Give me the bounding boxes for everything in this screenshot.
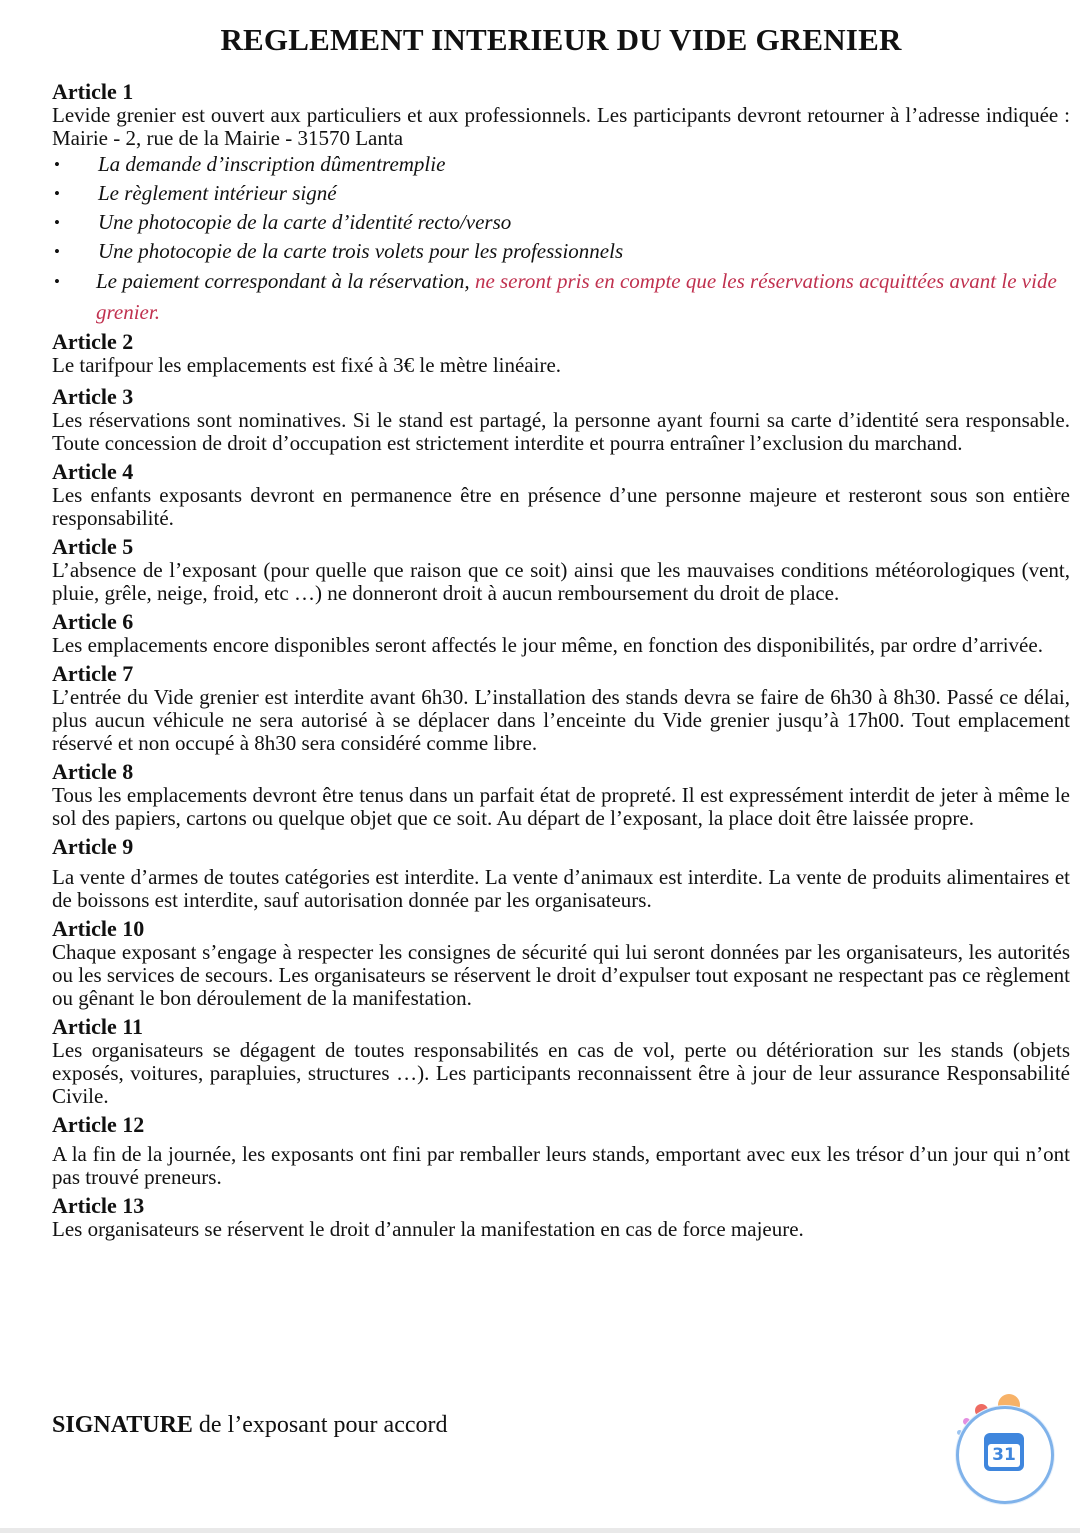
- article-6: [52, 610, 1070, 657]
- article-heading: Article 8: [52, 759, 134, 784]
- required-documents-list: [52, 150, 1070, 328]
- article-heading: Article 9: [52, 834, 134, 859]
- article-heading: Article 7: [52, 661, 134, 686]
- article-4: [52, 460, 1070, 530]
- article-body: Les emplacements encore disponibles seront affectés le jour même, en fonction des disponibilités, par ordre d’arrivée.: [52, 633, 1043, 657]
- signature-text: de l’exposant pour accord: [192, 1412, 448, 1438]
- list-item: • Une photocopie de la carte d’identité recto/verso: [52, 208, 1070, 237]
- article-5: [52, 535, 1070, 605]
- article-8: [52, 760, 1070, 830]
- article-2: [52, 330, 1070, 377]
- article-heading: Article 3: [52, 384, 134, 409]
- article-heading: Article 1: [52, 79, 134, 104]
- article-9: [52, 835, 1070, 912]
- article-heading: Article 4: [52, 459, 134, 484]
- article-heading: Article 5: [52, 534, 134, 559]
- calendar-day: 31: [988, 1444, 1020, 1467]
- list-item-payment: [52, 266, 1070, 328]
- list-item: • Le règlement intérieur signé: [52, 179, 1070, 208]
- article-body: Les organisateurs se réservent le droit d’annuler la manifestation en cas de force majeure.: [52, 1217, 804, 1241]
- article-body: La vente d’armes de toutes catégories est interdite. La vente d’animaux est interdite. La vente de produits alimentaires et de boissons est interdite, sauf autorisation donnée par les organisateurs.: [52, 865, 1070, 912]
- page-bottom-divider: [0, 1528, 1080, 1533]
- article-13: [52, 1194, 1070, 1241]
- payment-warning: ne seront pris en compte que les réservations acquittées avant le vide grenier.: [96, 269, 1057, 324]
- calendar-widget-button[interactable]: [950, 1390, 1060, 1510]
- article-body: L’absence de l’exposant (pour quelle que raison que ce soit) ainsi que les mauvaises conditions météorologiques (vent, pluie, grêle, neige, froid, etc …) ne donneront droit à aucun remboursement du droit de place.: [52, 558, 1070, 605]
- document: [52, 18, 1070, 1246]
- article-heading: Article 13: [52, 1193, 145, 1218]
- list-item: • La demande d’inscription dûmentremplie: [52, 150, 1070, 179]
- article-body: Levide grenier est ouvert aux particuliers et aux professionnels. Les participants devront retourner à l’adresse indiquée : Mairie - 2, rue de la Mairie - 31570 Lanta: [52, 103, 1070, 150]
- signature-label: SIGNATURE: [52, 1412, 193, 1438]
- signature-line: [52, 1410, 448, 1440]
- article-body: Les réservations sont nominatives. Si le stand est partagé, la personne ayant fourni sa carte d’identité sera responsable. Toute concession de droit d’occupation est strictement interdite et pourra entraîner l’exclusion du marchand.: [52, 408, 1070, 455]
- article-7: [52, 662, 1070, 755]
- article-heading: Article 10: [52, 916, 145, 941]
- article-body: Chaque exposant s’engage à respecter les consignes de sécurité qui lui seront données par les organisateurs, les autorités ou les services de secours. Les organisateurs se réservent le droit d’expulser tout exposant ne respectant pas ce règlement ou gênant le bon déroulement de la manifestation.: [52, 940, 1070, 1010]
- article-body: Les organisateurs se dégagent de toutes responsabilités en cas de vol, perte ou détérioration sur les stands (objets exposés, voitures, parapluies, structures …). Les participants reconnaissent être à jour de leur assurance Responsabilité Civile.: [52, 1038, 1070, 1108]
- document-title: REGLEMENT INTERIEUR DU VIDE GRENIER: [220, 22, 902, 57]
- article-3: [52, 385, 1070, 455]
- article-12: [52, 1113, 1070, 1189]
- article-1: [52, 80, 1070, 328]
- article-heading: Article 11: [52, 1014, 144, 1039]
- calendar-icon: [984, 1433, 1024, 1471]
- article-heading: Article 2: [52, 329, 134, 354]
- article-body: Les enfants exposants devront en permanence être en présence d’une personne majeure et resteront sous son entière responsabilité.: [52, 483, 1070, 530]
- article-body: Tous les emplacements devront être tenus dans un parfait état de propreté. Il est expressément interdit de jeter à même le sol des papiers, cartons ou quelque objet que ce soit. Au départ de l’exposant, la place doit être laissée propre.: [52, 783, 1070, 830]
- article-body: Le tarifpour les emplacements est fixé à 3€ le mètre linéaire.: [52, 353, 562, 377]
- article-11: [52, 1015, 1070, 1108]
- list-item: • Une photocopie de la carte trois volets pour les professionnels: [52, 237, 1070, 266]
- payment-text: Le paiement correspondant à la réservation,: [96, 269, 470, 293]
- article-heading: Article 12: [52, 1112, 145, 1137]
- article-10: [52, 917, 1070, 1010]
- article-heading: Article 6: [52, 609, 134, 634]
- article-body: L’entrée du Vide grenier est interdite avant 6h30. L’installation des stands devra se faire de 6h30 à 8h30. Passé ce délai, plus aucun véhicule ne sera autorisé à se déplacer dans l’enceinte du Vide grenier jusqu’à 17h00. Tout emplacement réservé et non occupé à 8h30 sera considéré comme libre.: [52, 685, 1070, 755]
- article-body: A la fin de la journée, les exposants ont fini par remballer leurs stands, emportant avec eux les trésor d’un jour qui n’ont pas trouvé preneurs.: [52, 1142, 1070, 1189]
